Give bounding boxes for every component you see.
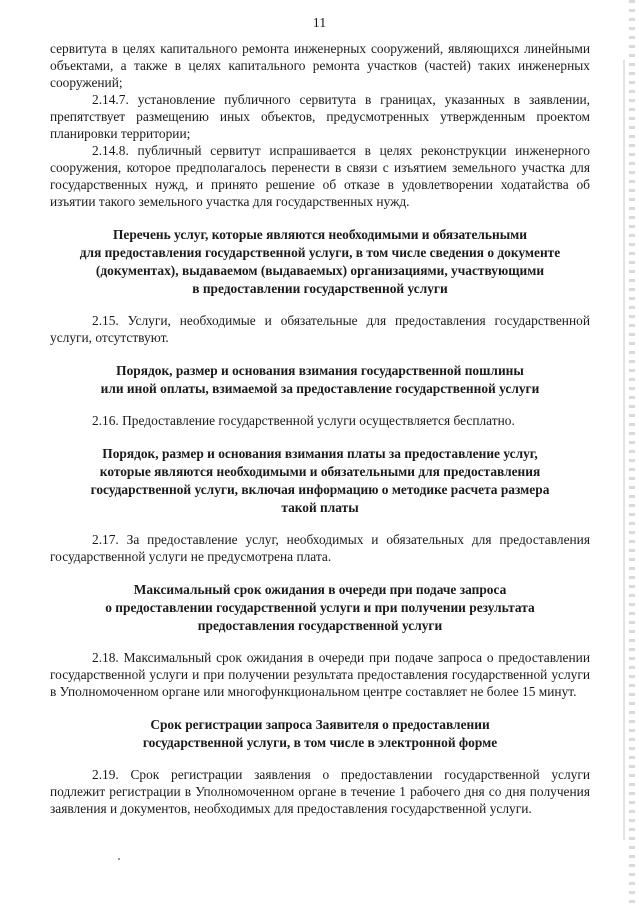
paragraph-2-16: 2.16. Предоставление государственной услуги осуществляется бесплатно.: [92, 413, 515, 428]
heading-line: Максимальный срок ожидания в очереди при подаче запроса: [133, 582, 507, 597]
heading-line: для предоставления государственной услуги, в том числе сведения о документе: [79, 245, 561, 260]
heading-line: Порядок, размер и основания взимания платы за предоставление услуг,: [102, 446, 538, 461]
heading-line: о предоставлении государственной услуги и при получении результата: [105, 600, 535, 615]
paragraph-2-18: 2.18. Максимальный срок ожидания в очереди при подаче запроса о предоставлении государственной услуги и при получении результата предоставления государственной услуги в Уполномоченном органе или многофункциональном центре составляет не более 15 минут.: [50, 650, 590, 699]
paragraph-2-19: 2.19. Срок регистрации заявления о предоставлении государственной услуги подлежит регистрации в Уполномоченном органе в течение 1 рабочего дня со дня получения заявления и документов, необходимых для предоставления государственной услуги.: [50, 767, 590, 816]
heading-line: Порядок, размер и основания взимания государственной пошлины: [116, 363, 524, 378]
heading-line: государственной услуги, включая информацию о методике расчета размера: [90, 482, 550, 497]
heading-line: (документах), выдаваемом (выдаваемых) организациями, участвующими: [95, 263, 545, 278]
heading-line: Срок регистрации запроса Заявителя о предоставлении: [150, 717, 490, 732]
section-heading-state-fee: [50, 362, 590, 398]
section-heading-services-list: [50, 226, 590, 298]
scan-shadow: [623, 60, 625, 840]
page-number: 11: [312, 16, 327, 31]
heading-line: Перечень услуг, которые являются необходимыми и обязательными: [113, 227, 527, 242]
heading-line: или иной оплаты, взимаемой за предоставление государственной услуги: [100, 381, 540, 396]
paragraph-2-17: 2.17. За предоставление услуг, необходимых и обязательных для предоставления государственной услуги не предусмотрена плата.: [50, 532, 590, 564]
section-heading-payment-for-services: [50, 445, 590, 517]
heading-line: предоставления государственной услуги: [197, 618, 443, 633]
heading-line: в предоставлении государственной услуги: [192, 281, 448, 296]
paragraph-2-15: 2.15. Услуги, необходимые и обязательные для предоставления государственной услуги, отсутствуют.: [50, 313, 590, 345]
document-body: [50, 40, 590, 817]
heading-line: которые являются необходимыми и обязательными для предоставления: [99, 464, 541, 479]
scan-speck: [118, 858, 120, 860]
paragraph-2-14-7: 2.14.7. установление публичного сервитута в границах, указанных в заявлении, препятствует размещению иных объектов, предусмотренных утвержденным проектом планировки территории;: [50, 92, 590, 141]
paragraph-continued: сервитута в целях капитального ремонта инженерных сооружений, являющихся линейными объектами, а также в целях капитального ремонта участков (частей) таких инженерных сооружений;: [50, 41, 590, 90]
section-heading-queue-wait-time: [50, 581, 590, 635]
section-heading-registration-term: [50, 716, 590, 752]
heading-line: такой платы: [281, 500, 359, 515]
heading-line: государственной услуги, в том числе в электронной форме: [142, 735, 498, 750]
paragraph-2-14-8: 2.14.8. публичный сервитут испрашивается в целях реконструкции инженерного сооружения, которое предполагалось перенести в связи с изъятием земельного участка для государственных нужд, и принято решение об отказе в удовлетворении ходатайства об изъятии такого земельного участка для государственных нужд.: [50, 143, 590, 209]
scan-edge-artifact: [629, 0, 635, 904]
